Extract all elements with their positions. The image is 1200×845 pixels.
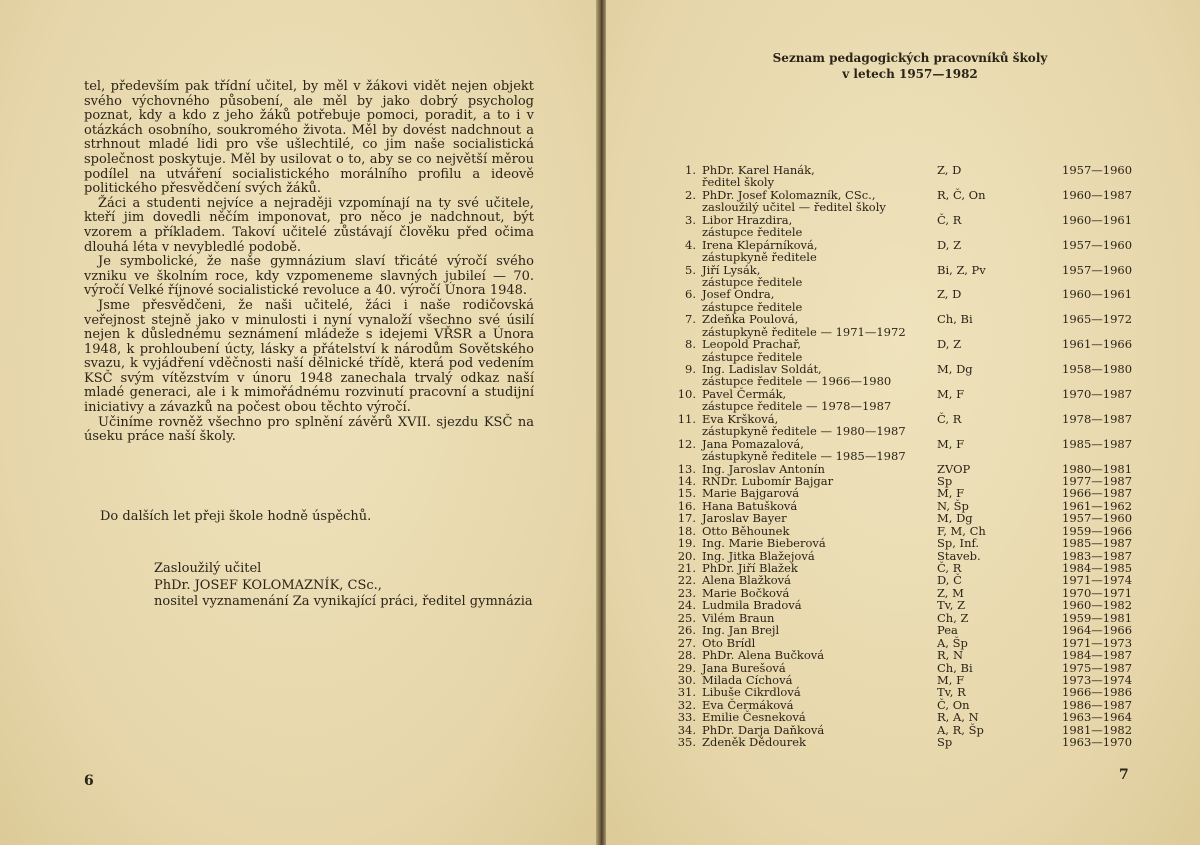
staff-subjects: M, F [937, 672, 965, 687]
paragraph: Jsme přesvědčeni, že naši učitelé, žáci i naše rodičovská veřejnost stejně jako v minulosti i nyní vynaloží všechno své úsilí nejen k důslednému seznámení mládeže s idejemi VŘSR a Února 1948, k prohloubení úcty, lásky a přátelství k národům Sovětského svazu, k vyjádření vděčnosti naší dělnické třídě, která pod vedením KSČ svým vítězstvím v únoru 1948 zanechala trvalý odkaz naší mladé generaci, ale i k mimořádnému rozvinutí pracovní a studijní iniciativy a závazků na počest obou těchto výročí. [84, 297, 534, 416]
staff-name: Vilém Braun [702, 610, 775, 625]
staff-row [672, 176, 1132, 188]
staff-name: PhDr. Karel Hanák, [702, 163, 815, 177]
heading-line: v letech 1957—1982 [842, 67, 978, 81]
staff-years: 1963—1970 [1062, 735, 1133, 750]
staff-name: zástupkyně ředitele — 1971—1972 [702, 324, 906, 339]
staff-years: 1966—1987 [1062, 486, 1133, 501]
staff-name: zasloužilý učitel — ředitel školy [702, 200, 886, 215]
staff-subjects: M, Dg [937, 362, 973, 376]
staff-subjects: F, M, Ch [937, 523, 986, 538]
staff-number: 3. [685, 212, 696, 227]
staff-row [672, 338, 1132, 350]
staff-years: 1984—1987 [1062, 648, 1133, 663]
page-number-right: 7 [1119, 767, 1129, 783]
staff-years: 1960—1961 [1062, 212, 1133, 227]
staff-name: Libuše Cikrdlová [702, 685, 801, 700]
staff-years: 1958—1980 [1062, 362, 1133, 376]
staff-years: 1975—1987 [1062, 660, 1133, 675]
staff-years: 1959—1966 [1062, 523, 1133, 538]
staff-name: zástupkyně ředitele [702, 250, 817, 265]
staff-name: Pavel Čermák, [702, 386, 787, 401]
staff-number: 34. [677, 722, 696, 737]
staff-years: 1957—1960 [1062, 262, 1133, 277]
staff-number: 1. [685, 163, 696, 177]
staff-subjects: N, Šp [937, 498, 969, 513]
staff-row [672, 537, 1132, 549]
staff-row [672, 201, 1132, 213]
staff-subjects: Z, M [937, 585, 964, 600]
staff-number: 30. [677, 672, 696, 687]
staff-years: 1977—1987 [1062, 473, 1133, 488]
staff-number: 31. [677, 685, 696, 700]
staff-years: 1957—1960 [1062, 237, 1133, 252]
staff-name: Josef Ondra, [702, 287, 775, 302]
staff-subjects: Sp, Inf. [937, 536, 980, 551]
staff-row [672, 400, 1132, 412]
staff-subjects: M, F [937, 486, 965, 501]
page-number-left: 6 [84, 773, 94, 789]
staff-name: PhDr. Alena Bučková [702, 648, 825, 663]
staff-number: 13. [677, 461, 696, 476]
staff-subjects: Tv, R [937, 685, 966, 700]
staff-name: Jaroslav Bayer [702, 511, 787, 526]
staff-name: Jana Pomazalová, [702, 436, 804, 451]
staff-name: Ing. Jitka Blažejová [702, 548, 815, 563]
staff-years: 1957—1960 [1062, 511, 1133, 526]
staff-subjects: D, Č [937, 573, 962, 588]
staff-name: zástupkyně ředitele — 1985—1987 [702, 449, 906, 464]
staff-number: 2. [685, 187, 696, 202]
staff-row [672, 574, 1132, 586]
staff-name: Libor Hrazdira, [702, 212, 793, 227]
staff-subjects: R, A, N [937, 710, 979, 725]
body-text [84, 80, 534, 445]
staff-number: 15. [677, 486, 696, 501]
staff-list-heading [770, 50, 1050, 82]
signature-line: Zasloužilý učitel [154, 561, 262, 576]
staff-name: Ing. Ladislav Soldát, [702, 362, 822, 376]
staff-years: 1961—1962 [1062, 498, 1133, 513]
staff-number: 23. [677, 585, 696, 600]
left-page [0, 0, 596, 845]
staff-subjects: Ch, Bi [937, 660, 973, 675]
staff-name: Zdeněk Dědourek [702, 735, 806, 750]
staff-name: Zdeňka Poulová, [702, 312, 799, 327]
staff-number: 17. [677, 511, 696, 526]
signature-line: PhDr. JOSEF KOLOMAZNÍK, CSc., [154, 577, 382, 593]
staff-subjects: D, Z [937, 337, 962, 352]
staff-name: Ing. Jan Brejl [702, 623, 780, 638]
staff-name: Ludmila Bradová [702, 598, 802, 613]
staff-name: Otto Běhounek [702, 523, 790, 538]
staff-name: Marie Bočková [702, 585, 790, 600]
staff-name: PhDr. Josef Kolomazník, CSc., [702, 187, 876, 202]
staff-years: 1985—1987 [1062, 536, 1133, 551]
staff-number: 25. [677, 610, 696, 625]
staff-years: 1964—1966 [1062, 623, 1133, 638]
staff-name: zástupce ředitele [702, 299, 803, 314]
staff-years: 1966—1986 [1062, 685, 1133, 700]
staff-row [672, 599, 1132, 611]
paragraph: Žáci a studenti nejvíce a nejraději vzpomínají na ty své učitele, kteří jim dovedli něčím imponovat, pro něco je nadchnout, být vzorem a příkladem. Takoví učitelé zůstávají člověku před očima dlouhá léta v nevybledlé podobě. [84, 195, 534, 255]
staff-number: 9. [685, 362, 696, 376]
staff-years: 1970—1971 [1062, 585, 1133, 600]
staff-number: 10. [677, 386, 696, 401]
paragraph: tel, především pak třídní učitel, by měl v žákovi vidět nejen objekt svého výchovného působení, ale měl by jako dobrý psycholog poznat, kdy a kdo z jeho žáků potřebuje pomoci, poradit, a to i v otázkách osobního, soukromého života. Měl by dovést nadchnout a strhnout mladé lidi pro vše ušlechtilé, co jim naše socialistická společnost poskytuje. Měl by usilovat o to, aby se co největší měrou podílel na utváření socialistického morálního profilu a ideově politického přesvědčení svých žáků. [84, 79, 534, 197]
staff-name: zástupce ředitele — 1978—1987 [702, 399, 892, 414]
staff-name: Irena Klepárníková, [702, 237, 818, 252]
staff-row [672, 711, 1132, 723]
staff-years: 1981—1982 [1062, 722, 1133, 737]
paragraph: Je symbolické, že naše gymnázium slaví třicáté výročí svého vzniku ve školním roce, kdy vzpomeneme slavných jubileí — 70. výročí Velké říjnové socialistické revoluce a 40. výročí Února 1948. [84, 254, 534, 299]
staff-subjects: ZVOP [937, 461, 971, 476]
staff-name: Jana Burešová [702, 660, 786, 675]
staff-number: 29. [677, 660, 696, 675]
staff-name: zástupce ředitele — 1966—1980 [702, 374, 892, 389]
closing-wish: Do dalších let přeji škole hodně úspěchů. [100, 509, 372, 524]
signature-line: nositel vyznamenání Za vynikající práci, ředitel gymnázia [154, 594, 533, 609]
staff-subjects: M, F [937, 436, 965, 451]
staff-subjects: Z, D [937, 163, 962, 177]
staff-subjects: Ch, Bi [937, 312, 973, 327]
staff-number: 7. [685, 312, 696, 327]
staff-name: Emilie Česneková [702, 710, 806, 725]
book-gutter [596, 0, 606, 845]
staff-number: 14. [677, 473, 696, 488]
staff-years: 1973—1974 [1062, 672, 1133, 687]
staff-number: 18. [677, 523, 696, 538]
staff-name: Hana Batušková [702, 498, 798, 513]
staff-name: zástupkyně ředitele — 1980—1987 [702, 424, 906, 439]
staff-subjects: Č, R [937, 411, 962, 426]
staff-row [672, 425, 1132, 437]
staff-subjects: D, Z [937, 237, 962, 252]
staff-subjects: M, F [937, 386, 965, 401]
staff-number: 8. [685, 337, 696, 352]
staff-name: Leopold Prachař, [702, 337, 802, 352]
staff-row [672, 512, 1132, 524]
staff-years: 1971—1974 [1062, 573, 1133, 588]
staff-name: zástupce ředitele [702, 225, 803, 240]
staff-name: RNDr. Lubomír Bajgar [702, 473, 834, 488]
staff-number: 21. [677, 561, 696, 575]
staff-list [672, 164, 1132, 749]
heading-line: Seznam pedagogických pracovníků školy [772, 51, 1048, 65]
staff-years: 1957—1960 [1062, 163, 1133, 177]
staff-years: 1983—1987 [1062, 548, 1133, 563]
staff-name: Eva Kršková, [702, 411, 779, 426]
staff-years: 1960—1961 [1062, 287, 1133, 302]
staff-years: 1965—1972 [1062, 312, 1133, 327]
staff-number: 19. [677, 536, 696, 551]
staff-number: 24. [677, 598, 696, 613]
staff-subjects: Ch, Z [937, 610, 969, 625]
staff-name: PhDr. Jiří Blažek [702, 561, 798, 575]
staff-years: 1980—1981 [1062, 461, 1133, 476]
staff-subjects: Č, On [937, 697, 970, 712]
staff-years: 1960—1987 [1062, 187, 1133, 202]
staff-number: 12. [677, 436, 696, 451]
paragraph: Učiníme rovněž všechno pro splnění závěrů XVII. sjezdu KSČ na úseku práce naší školy. [84, 414, 534, 445]
staff-years: 1959—1981 [1062, 610, 1133, 625]
staff-number: 20. [677, 548, 696, 563]
staff-number: 4. [685, 237, 696, 252]
staff-number: 5. [685, 262, 696, 277]
staff-subjects: A, Šp [937, 635, 968, 650]
staff-number: 28. [677, 648, 696, 663]
staff-number: 16. [677, 498, 696, 513]
staff-subjects: Pea [937, 623, 958, 638]
staff-row [672, 251, 1132, 263]
staff-years: 1978—1987 [1062, 411, 1133, 426]
staff-subjects: A, R, Šp [937, 722, 984, 737]
staff-row [672, 313, 1132, 325]
staff-row [672, 736, 1132, 748]
staff-subjects: M, Dg [937, 511, 973, 526]
staff-years: 1971—1973 [1062, 635, 1133, 650]
staff-number: 22. [677, 573, 696, 588]
staff-name: Ing. Marie Bieberová [702, 536, 826, 551]
staff-number: 32. [677, 697, 696, 712]
staff-name: Marie Bajgarová [702, 486, 800, 501]
staff-years: 1970—1987 [1062, 386, 1133, 401]
staff-name: Oto Brídl [702, 635, 756, 650]
staff-years: 1985—1987 [1062, 436, 1133, 451]
signature-block [154, 561, 533, 611]
staff-subjects: Bi, Z, Pv [937, 262, 986, 277]
staff-number: 35. [677, 735, 696, 750]
staff-years: 1986—1987 [1062, 697, 1133, 712]
staff-subjects: Z, D [937, 287, 962, 302]
staff-years: 1961—1966 [1062, 337, 1133, 352]
staff-name: Ing. Jaroslav Antonín [702, 461, 825, 476]
staff-name: PhDr. Darja Daňková [702, 722, 825, 737]
staff-number: 26. [677, 623, 696, 638]
staff-row [672, 375, 1132, 387]
staff-row [672, 649, 1132, 661]
staff-row [672, 288, 1132, 300]
staff-subjects: Sp [937, 735, 953, 750]
staff-number: 33. [677, 710, 696, 725]
staff-name: ředitel školy [702, 175, 775, 190]
staff-subjects: Č, R [937, 212, 962, 227]
staff-row [672, 624, 1132, 636]
staff-name: Eva Čermáková [702, 697, 794, 712]
staff-name: zástupce ředitele [702, 349, 803, 364]
staff-subjects: Staveb. [937, 548, 981, 563]
staff-subjects: Č, R [937, 561, 962, 575]
staff-row [672, 686, 1132, 698]
staff-row [672, 450, 1132, 462]
staff-subjects: R, Č, On [937, 187, 986, 202]
staff-number: 11. [677, 411, 696, 426]
staff-row [672, 226, 1132, 238]
staff-name: Alena Blažková [702, 573, 791, 588]
staff-name: Jiří Lysák, [702, 262, 761, 277]
staff-subjects: Tv, Z [937, 598, 966, 613]
staff-years: 1984—1985 [1062, 561, 1133, 575]
staff-years: 1963—1964 [1062, 710, 1133, 725]
staff-years: 1960—1982 [1062, 598, 1133, 613]
staff-name: Milada Cíchová [702, 672, 793, 687]
staff-number: 27. [677, 635, 696, 650]
staff-name: zástupce ředitele [702, 274, 803, 289]
staff-number: 6. [685, 287, 696, 302]
staff-subjects: R, N [937, 648, 964, 663]
staff-subjects: Sp [937, 473, 953, 488]
staff-row [672, 487, 1132, 499]
